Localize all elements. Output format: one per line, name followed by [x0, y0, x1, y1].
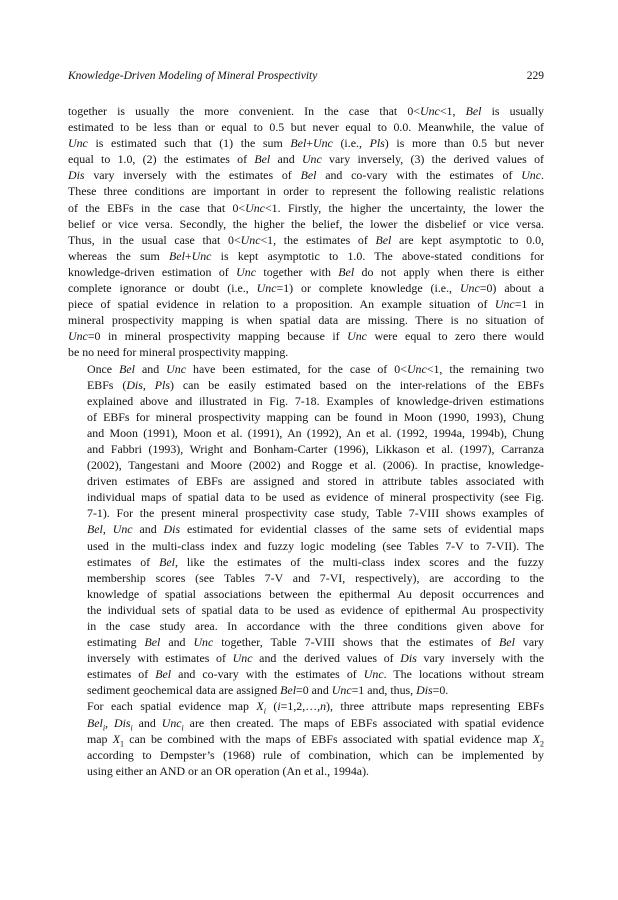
text-line [68, 296, 544, 312]
text-run: according to Dempster’s (1968) rule of combination, which can be implemented by [87, 747, 544, 762]
text-line [68, 264, 544, 280]
text-run: of the EBFs in the case that 0< [68, 200, 246, 215]
text-run: estimated to be less than or equal to 0.5 but never equal to 0.0. Meanwhile, the value of [68, 120, 544, 135]
text-line [68, 393, 544, 409]
text-line [68, 521, 544, 537]
italic-variable: Dis [113, 715, 131, 730]
italic-variable: Bel [87, 522, 103, 537]
text-run: together is usually the more convenient. In the case that 0< [68, 104, 421, 118]
italic-variable: Unc [166, 361, 186, 376]
text-run: =1,2,…, [280, 699, 321, 714]
italic-variable: Unc [521, 168, 542, 183]
italic-variable: Unc [347, 329, 367, 344]
text-run: =0 in mineral prospectivity mapping because if [87, 329, 348, 344]
italic-variable: Unc [232, 651, 253, 666]
text-run: and [134, 361, 167, 376]
text-line [68, 183, 544, 199]
text-run: are then created. The maps of EBFs associated with spatial evidence [183, 715, 544, 730]
text-line [68, 151, 544, 167]
paragraph [68, 361, 544, 699]
italic-variable: Pls [154, 377, 170, 392]
italic-variable: Unc [245, 200, 265, 215]
text-line [68, 505, 544, 521]
running-title: Knowledge-Driven Modeling of Mineral Prospectivity [68, 70, 318, 82]
text-run: These three conditions are important in order to represent the following realistic relations [68, 184, 544, 199]
subscript: 2 [540, 739, 544, 749]
italic-variable: i [277, 699, 281, 714]
text-line [68, 441, 544, 457]
italic-variable: Dis [163, 522, 181, 537]
text-run: ), three attribute maps representing EBFs [326, 699, 545, 714]
text-run: + [184, 248, 192, 263]
text-line [68, 119, 544, 135]
text-run: in the case study area. In accordance with the three conditions given above for [87, 619, 544, 633]
text-line [68, 489, 544, 505]
text-run: and [160, 635, 194, 650]
text-run: explained above and illustrated in Fig. 7-18. Examples of knowledge-driven estimations [87, 393, 544, 408]
text-line [68, 570, 544, 586]
text-run: are kept asymptotic to 0.0, [391, 232, 545, 247]
italic-variable: Unc [459, 281, 480, 296]
text-run: ) can be easily estimated based on the inter-relations of the EBFs [169, 377, 544, 392]
text-line [68, 409, 544, 425]
text-line [68, 602, 544, 618]
subscript: i [263, 706, 266, 716]
italic-variable: Bel [290, 136, 307, 151]
text-run: driven estimates of EBFs are assigned and stored in attribute tables associated with [87, 474, 544, 489]
text-line [68, 344, 544, 360]
italic-variable: Bel [499, 635, 515, 650]
text-line [68, 473, 544, 489]
text-run: knowledge of spatial associations between the epithermal Au deposit occurrences and [87, 586, 544, 601]
italic-variable: Bel [159, 554, 175, 569]
text-run: map [87, 731, 113, 746]
text-line [68, 618, 544, 634]
text-run: Thus, in the usual case that 0< [68, 232, 241, 247]
italic-variable: Unc [406, 361, 427, 376]
text-line [68, 747, 544, 763]
italic-variable: Unc [68, 329, 88, 344]
text-run: <1, [439, 104, 466, 118]
text-run: EBFs ( [87, 377, 127, 392]
paragraph [68, 103, 544, 361]
text-run: vary inversely, (3) the derived values of [321, 152, 544, 167]
text-run: =1 in [514, 297, 544, 312]
text-run: be no need for mineral prospectivity mapping. [68, 345, 289, 360]
text-run: vary inversely with the estimates of [84, 168, 301, 183]
text-run: , like the estimates of the multi-class index scores and the fuzzy [174, 554, 544, 569]
text-line [68, 650, 544, 666]
text-run: and the derived values of [252, 651, 401, 666]
text-run: together, Table 7-VIII shows that the estimates of [213, 635, 500, 650]
text-run: =0. [432, 683, 449, 698]
italic-variable: Dis [416, 683, 433, 698]
text-run: . The locations without stream [383, 667, 544, 682]
italic-variable: Unc [256, 281, 277, 296]
text-run: <1, the estimates of [260, 232, 376, 247]
text-run: vary inversely with the [416, 651, 544, 666]
text-line [68, 731, 544, 747]
text-line [68, 216, 544, 232]
italic-variable: Unc [193, 635, 214, 650]
text-line [68, 248, 544, 264]
text-run: have been estimated, for the case of 0< [185, 361, 407, 376]
italic-variable: Unc [494, 297, 515, 312]
text-run: <1. Firstly, the higher the uncertainty, the lower the [264, 200, 544, 215]
text-run: estimating [87, 635, 145, 650]
text-run: knowledge-driven estimation of [68, 264, 237, 279]
text-run: and [132, 522, 164, 537]
italic-variable: Dis [400, 651, 417, 666]
text-run: ) is more than 0.5 but never [384, 136, 545, 151]
italic-variable: Bel [375, 232, 392, 247]
text-line [68, 554, 544, 570]
italic-variable: Bel [338, 264, 355, 279]
text-line [68, 457, 544, 473]
italic-variable: Unc [161, 715, 182, 730]
italic-variable: Bel [169, 248, 185, 263]
italic-variable: n [320, 699, 327, 714]
italic-variable: Unc [313, 136, 333, 151]
subscript: i [181, 722, 184, 732]
text-run: and Fabbri (1993), Wright and Bonham-Carter (1996), Likkason et al. (1997), Carranza [87, 441, 544, 456]
text-run: used in the multi-class index and fuzzy logic modeling (see Tables 7-V to 7-VII). The [87, 538, 544, 553]
text-run: were equal to zero there would [366, 329, 544, 344]
text-line [68, 666, 544, 682]
paragraph [68, 698, 544, 778]
text-run: =0 and [296, 683, 332, 698]
italic-variable: Dis [126, 377, 143, 392]
text-line [68, 425, 544, 441]
text-run: is usually [481, 104, 544, 118]
text-line [68, 167, 544, 183]
text-line [68, 280, 544, 296]
italic-variable: Bel [465, 104, 482, 118]
text-run: and [132, 715, 162, 730]
text-run: ( [265, 699, 278, 714]
italic-variable: Unc [236, 264, 256, 279]
text-run: =0) about a [479, 281, 544, 296]
text-line [68, 312, 544, 328]
text-run: (2002), Tangestani and Moore (2002) and Rogge et al. (2006). In practise, knowledge- [87, 458, 544, 473]
italic-variable: X [112, 731, 120, 746]
text-run: vary [514, 635, 544, 650]
italic-variable: Bel [300, 168, 317, 183]
text-run: , [142, 377, 155, 392]
text-run: estimated for evidential classes of the same sets of evidential maps [180, 522, 544, 537]
italic-variable: Bel [87, 715, 103, 730]
italic-variable: Pls [369, 136, 385, 151]
running-header [68, 70, 544, 86]
italic-variable: Unc [331, 683, 352, 698]
text-run: estimates of [87, 554, 160, 569]
text-line [68, 200, 544, 216]
text-run: and co-vary with the estimates of [171, 667, 364, 682]
text-run: do not apply when there is either [354, 264, 544, 279]
text-run: and co-vary with the estimates of [316, 168, 522, 183]
italic-variable: Bel [144, 635, 161, 650]
text-run: sediment geochemical data are assigned [87, 683, 281, 698]
text-run: and Moon (1991), Moon et al. (1991), An (1992), An et al. (1992, 1994a, 1994b), Chung [87, 425, 544, 440]
italic-variable: Unc [68, 136, 88, 151]
text-run: . [541, 168, 545, 183]
page-number: 229 [526, 70, 544, 82]
text-line [68, 763, 544, 779]
italic-variable: Unc [363, 667, 384, 682]
italic-variable: X [256, 699, 264, 714]
text-run: (i.e., [332, 136, 370, 151]
text-line [68, 232, 544, 248]
text-line [68, 103, 544, 119]
italic-variable: Bel [155, 667, 172, 682]
text-line [68, 634, 544, 650]
text-run: together with [255, 264, 339, 279]
text-line [68, 715, 544, 731]
text-line [68, 135, 544, 151]
text-line [68, 361, 544, 377]
text-line [68, 586, 544, 602]
text-run: inversely with estimates of [87, 651, 233, 666]
text-run: is estimated such that (1) the sum [87, 136, 291, 151]
text-run: belief or vice versa. Secondly, the higher the belief, the lower the disbelief or vice versa. [68, 216, 544, 231]
text-line [68, 698, 544, 714]
text-run: estimates of [87, 667, 156, 682]
text-run: the individual sets of spatial data to be used as evidence of epithermal Au prospectivity [87, 602, 544, 617]
text-run: Once [87, 361, 120, 376]
subscript: i [130, 722, 133, 732]
text-run: 7-1). For the present mineral prospectivity case study, Table 7-VIII shows examples of [87, 506, 544, 521]
text-run: + [306, 136, 313, 151]
text-run: equal to 1.0, (2) the estimates of [68, 152, 255, 167]
italic-variable: Bel [280, 683, 297, 698]
text-run: is kept asymptotic to 1.0. The above-stated conditions for [211, 248, 545, 263]
text-run: =1 and, thus, [351, 683, 417, 698]
italic-variable: Unc [301, 152, 322, 167]
text-run: =1) or complete knowledge (i.e., [276, 281, 460, 296]
text-line [68, 538, 544, 554]
italic-variable: Dis [68, 168, 85, 183]
text-run: whereas the sum [68, 248, 170, 263]
subscript: 1 [119, 739, 124, 749]
italic-variable: Bel [119, 361, 135, 376]
text-run: , [102, 522, 113, 537]
text-run: of EBFs for mineral prospectivity mapping can be found in Moon (1990, 1993), Chung [87, 409, 544, 424]
italic-variable: Unc [420, 104, 440, 118]
italic-variable: X [532, 731, 540, 746]
text-run: and [270, 152, 302, 167]
text-run: membership scores (see Tables 7-V and 7-VI, respectively), are according to the [87, 570, 544, 585]
text-run: <1, the remaining two [426, 361, 544, 376]
text-run: mineral prospectivity mapping is when spatial data are missing. There is no situation of [68, 313, 544, 328]
body-text [68, 103, 544, 779]
text-line [68, 328, 544, 344]
italic-variable: Unc [112, 522, 133, 537]
italic-variable: Bel [254, 152, 271, 167]
text-run: piece of spatial evidence in relation to a proposition. An example situation of [68, 297, 495, 312]
text-run: using either an AND or an OR operation (An et al., 1994a). [87, 763, 370, 778]
text-run: , [105, 715, 114, 730]
subscript: i [102, 722, 106, 732]
text-run: complete ignorance or doubt (i.e., [68, 281, 257, 296]
text-run: can be combined with the maps of EBFs associated with spatial evidence map [123, 731, 533, 746]
italic-variable: Unc [240, 232, 261, 247]
text-line [68, 377, 544, 393]
italic-variable: Unc [191, 248, 212, 263]
text-run: individual maps of spatial data to be used as evidence of mineral prospectivity (see Fig. [87, 490, 544, 505]
text-run: For each spatial evidence map [87, 699, 257, 714]
text-line [68, 682, 544, 698]
